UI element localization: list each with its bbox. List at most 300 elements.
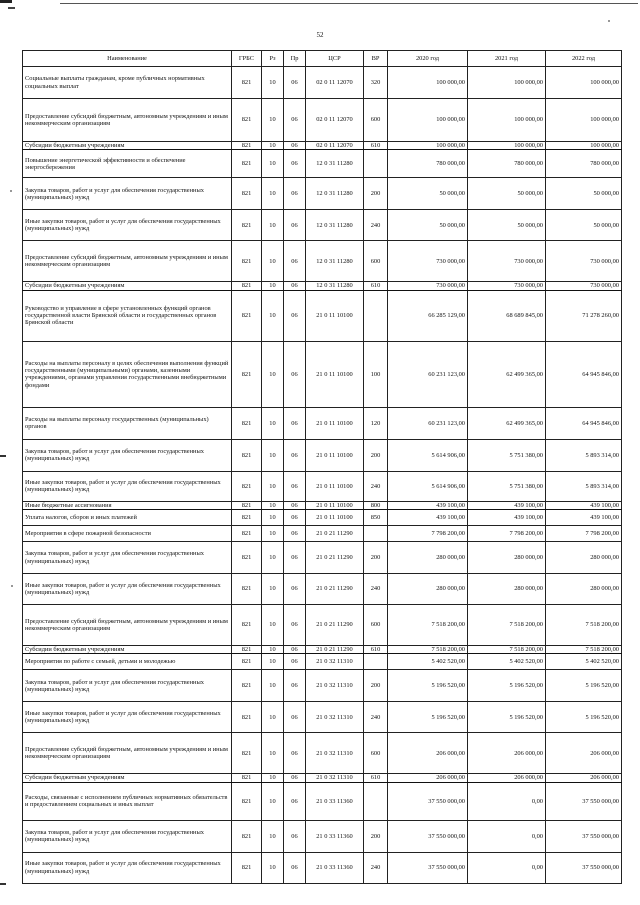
row-rz: 10 xyxy=(262,142,284,150)
row-name: Мероприятия в сфере пожарной безопасности xyxy=(23,526,232,542)
row-grbs: 821 xyxy=(232,646,262,654)
row-amount-2021: 439 100,00 xyxy=(468,510,546,526)
row-vr xyxy=(364,654,388,670)
row-csr: 21 0 32 11310 xyxy=(306,733,364,774)
row-name: Руководство и управление в сфере установленных функций органов государственной власти Брянской области и государственных органов Брянской области xyxy=(23,290,232,341)
table-row xyxy=(23,341,622,407)
row-amount-2022: 37 550 000,00 xyxy=(546,852,622,883)
row-name: Повышение энергетической эффективности и обеспечение энергосбережения xyxy=(23,150,232,178)
row-grbs: 821 xyxy=(232,210,262,241)
row-vr: 240 xyxy=(364,574,388,605)
table-row xyxy=(23,774,622,782)
row-vr: 200 xyxy=(364,820,388,852)
table-row xyxy=(23,290,622,341)
table-row xyxy=(23,605,622,646)
row-amount-2020: 60 231 123,00 xyxy=(388,407,468,439)
row-rz: 10 xyxy=(262,782,284,820)
row-amount-2020: 5 196 520,00 xyxy=(388,702,468,733)
row-rz: 10 xyxy=(262,774,284,782)
row-name: Субсидии бюджетным учреждениям xyxy=(23,142,232,150)
row-amount-2022: 5 402 520,00 xyxy=(546,654,622,670)
row-pr: 06 xyxy=(284,702,306,733)
table-header-row xyxy=(23,51,622,67)
row-pr: 06 xyxy=(284,605,306,646)
row-amount-2020: 439 100,00 xyxy=(388,501,468,509)
row-amount-2021: 7 798 200,00 xyxy=(468,526,546,542)
row-amount-2022: 7 518 200,00 xyxy=(546,646,622,654)
table-row xyxy=(23,526,622,542)
row-rz: 10 xyxy=(262,526,284,542)
row-csr: 12 0 31 11280 xyxy=(306,150,364,178)
row-csr: 02 0 11 12070 xyxy=(306,142,364,150)
table-row xyxy=(23,501,622,509)
row-rz: 10 xyxy=(262,510,284,526)
row-vr: 320 xyxy=(364,67,388,99)
row-pr: 06 xyxy=(284,852,306,883)
row-rz: 10 xyxy=(262,282,284,290)
table-row xyxy=(23,150,622,178)
row-grbs: 821 xyxy=(232,670,262,702)
row-amount-2022: 280 000,00 xyxy=(546,542,622,574)
row-grbs: 821 xyxy=(232,733,262,774)
table-row xyxy=(23,733,622,774)
table-row xyxy=(23,782,622,820)
row-csr: 02 0 11 12070 xyxy=(306,67,364,99)
row-name: Предоставление субсидий бюджетным, автономным учреждениям и иным некоммерческим организациям xyxy=(23,99,232,142)
row-amount-2020: 5 196 520,00 xyxy=(388,670,468,702)
row-pr: 06 xyxy=(284,574,306,605)
row-rz: 10 xyxy=(262,733,284,774)
scan-artifact xyxy=(608,20,610,22)
row-csr: 21 0 32 11310 xyxy=(306,702,364,733)
row-amount-2020: 439 100,00 xyxy=(388,510,468,526)
row-amount-2022: 50 000,00 xyxy=(546,210,622,241)
column-header: Наименование xyxy=(23,51,232,67)
row-amount-2020: 66 285 129,00 xyxy=(388,290,468,341)
row-name: Иные закупки товаров, работ и услуг для обеспечения государственных (муниципальных) нужд xyxy=(23,471,232,501)
row-rz: 10 xyxy=(262,241,284,282)
row-amount-2021: 50 000,00 xyxy=(468,210,546,241)
table-row xyxy=(23,241,622,282)
row-name: Субсидии бюджетным учреждениям xyxy=(23,646,232,654)
row-amount-2021: 5 751 380,00 xyxy=(468,471,546,501)
row-amount-2022: 5 196 520,00 xyxy=(546,670,622,702)
row-csr: 21 0 11 10100 xyxy=(306,510,364,526)
row-vr: 600 xyxy=(364,605,388,646)
row-csr: 21 0 21 11290 xyxy=(306,542,364,574)
row-amount-2020: 37 550 000,00 xyxy=(388,820,468,852)
column-header: 2021 год xyxy=(468,51,546,67)
row-name: Расходы на выплаты персоналу в целях обеспечения выполнения функций государственными (муниципальными) органами, казенными учреждениями, органами управления государственными внебюджетными фондами xyxy=(23,341,232,407)
row-amount-2022: 439 100,00 xyxy=(546,501,622,509)
row-name: Социальные выплаты гражданам, кроме публичных нормативных социальных выплат xyxy=(23,67,232,99)
table-row xyxy=(23,407,622,439)
row-pr: 06 xyxy=(284,501,306,509)
row-grbs: 821 xyxy=(232,439,262,471)
row-name: Закупка товаров, работ и услуг для обеспечения государственных (муниципальных) нужд xyxy=(23,542,232,574)
table-row xyxy=(23,646,622,654)
row-grbs: 821 xyxy=(232,542,262,574)
row-vr: 200 xyxy=(364,178,388,210)
row-amount-2021: 62 499 365,00 xyxy=(468,407,546,439)
row-amount-2020: 37 550 000,00 xyxy=(388,782,468,820)
row-rz: 10 xyxy=(262,542,284,574)
row-rz: 10 xyxy=(262,654,284,670)
row-vr xyxy=(364,526,388,542)
row-amount-2021: 280 000,00 xyxy=(468,574,546,605)
scan-artifact xyxy=(60,3,638,4)
column-header: ЦСР xyxy=(306,51,364,67)
table-row xyxy=(23,574,622,605)
row-grbs: 821 xyxy=(232,782,262,820)
row-amount-2021: 0,00 xyxy=(468,782,546,820)
row-grbs: 821 xyxy=(232,820,262,852)
page-number: 52 xyxy=(316,31,324,39)
row-csr: 21 0 11 10100 xyxy=(306,341,364,407)
row-vr xyxy=(364,782,388,820)
row-amount-2022: 280 000,00 xyxy=(546,574,622,605)
row-amount-2020: 280 000,00 xyxy=(388,574,468,605)
column-header: Рз xyxy=(262,51,284,67)
row-vr xyxy=(364,150,388,178)
row-amount-2020: 730 000,00 xyxy=(388,282,468,290)
scan-artifact xyxy=(0,455,6,457)
row-vr: 120 xyxy=(364,407,388,439)
row-pr: 06 xyxy=(284,290,306,341)
row-grbs: 821 xyxy=(232,654,262,670)
row-amount-2020: 7 518 200,00 xyxy=(388,605,468,646)
row-amount-2020: 50 000,00 xyxy=(388,210,468,241)
row-name: Предоставление субсидий бюджетным, автономным учреждениям и иным некоммерческим организациям xyxy=(23,605,232,646)
row-csr: 21 0 33 11360 xyxy=(306,782,364,820)
row-csr: 21 0 21 11290 xyxy=(306,646,364,654)
row-vr: 240 xyxy=(364,210,388,241)
row-vr: 200 xyxy=(364,439,388,471)
row-pr: 06 xyxy=(284,282,306,290)
row-amount-2021: 780 000,00 xyxy=(468,150,546,178)
row-amount-2022: 730 000,00 xyxy=(546,282,622,290)
row-rz: 10 xyxy=(262,820,284,852)
row-vr: 100 xyxy=(364,341,388,407)
row-csr: 12 0 31 11280 xyxy=(306,241,364,282)
row-csr: 02 0 11 12070 xyxy=(306,99,364,142)
row-rz: 10 xyxy=(262,210,284,241)
row-vr: 610 xyxy=(364,646,388,654)
row-amount-2021: 68 689 845,00 xyxy=(468,290,546,341)
row-rz: 10 xyxy=(262,501,284,509)
row-amount-2020: 280 000,00 xyxy=(388,542,468,574)
scan-artifact xyxy=(0,0,12,3)
row-name: Иные закупки товаров, работ и услуг для обеспечения государственных (муниципальных) нужд xyxy=(23,852,232,883)
row-rz: 10 xyxy=(262,290,284,341)
row-rz: 10 xyxy=(262,646,284,654)
row-grbs: 821 xyxy=(232,574,262,605)
scan-artifact xyxy=(11,585,13,587)
row-amount-2022: 439 100,00 xyxy=(546,510,622,526)
table-row xyxy=(23,510,622,526)
row-csr: 12 0 31 11280 xyxy=(306,282,364,290)
row-vr: 240 xyxy=(364,471,388,501)
row-rz: 10 xyxy=(262,341,284,407)
row-vr: 610 xyxy=(364,142,388,150)
row-pr: 06 xyxy=(284,526,306,542)
row-name: Закупка товаров, работ и услуг для обеспечения государственных (муниципальных) нужд xyxy=(23,439,232,471)
row-rz: 10 xyxy=(262,702,284,733)
row-amount-2022: 206 000,00 xyxy=(546,774,622,782)
row-amount-2021: 280 000,00 xyxy=(468,542,546,574)
row-amount-2021: 439 100,00 xyxy=(468,501,546,509)
table-row xyxy=(23,471,622,501)
table-row xyxy=(23,702,622,733)
row-amount-2021: 5 196 520,00 xyxy=(468,670,546,702)
row-rz: 10 xyxy=(262,574,284,605)
column-header: 2020 год xyxy=(388,51,468,67)
row-pr: 06 xyxy=(284,646,306,654)
row-pr: 06 xyxy=(284,407,306,439)
table-row xyxy=(23,142,622,150)
row-grbs: 821 xyxy=(232,178,262,210)
table-row xyxy=(23,210,622,241)
row-grbs: 821 xyxy=(232,241,262,282)
row-pr: 06 xyxy=(284,439,306,471)
row-pr: 06 xyxy=(284,150,306,178)
table-row xyxy=(23,178,622,210)
row-amount-2022: 64 945 846,00 xyxy=(546,407,622,439)
row-pr: 06 xyxy=(284,670,306,702)
table-row xyxy=(23,820,622,852)
row-pr: 06 xyxy=(284,774,306,782)
row-grbs: 821 xyxy=(232,774,262,782)
row-grbs: 821 xyxy=(232,290,262,341)
row-amount-2021: 100 000,00 xyxy=(468,67,546,99)
row-grbs: 821 xyxy=(232,341,262,407)
row-pr: 06 xyxy=(284,142,306,150)
row-amount-2022: 780 000,00 xyxy=(546,150,622,178)
row-grbs: 821 xyxy=(232,852,262,883)
column-header: Пр xyxy=(284,51,306,67)
row-name: Закупка товаров, работ и услуг для обеспечения государственных (муниципальных) нужд xyxy=(23,670,232,702)
row-name: Предоставление субсидий бюджетным, автономным учреждениям и иным некоммерческим организациям xyxy=(23,241,232,282)
row-grbs: 821 xyxy=(232,142,262,150)
row-rz: 10 xyxy=(262,605,284,646)
row-pr: 06 xyxy=(284,99,306,142)
row-name: Расходы, связанные с исполнением публичных нормативных обязательств и предоставлением социальных и иных выплат xyxy=(23,782,232,820)
row-amount-2020: 50 000,00 xyxy=(388,178,468,210)
row-pr: 06 xyxy=(284,67,306,99)
table-body xyxy=(23,67,622,884)
row-vr: 200 xyxy=(364,670,388,702)
row-amount-2021: 206 000,00 xyxy=(468,733,546,774)
row-csr: 21 0 11 10100 xyxy=(306,439,364,471)
row-amount-2022: 100 000,00 xyxy=(546,67,622,99)
row-csr: 21 0 11 10100 xyxy=(306,501,364,509)
row-csr: 21 0 21 11290 xyxy=(306,605,364,646)
row-amount-2021: 7 518 200,00 xyxy=(468,605,546,646)
table-row xyxy=(23,654,622,670)
row-name: Иные закупки товаров, работ и услуг для обеспечения государственных (муниципальных) нужд xyxy=(23,574,232,605)
row-amount-2022: 37 550 000,00 xyxy=(546,782,622,820)
budget-table xyxy=(22,50,622,884)
row-vr: 240 xyxy=(364,852,388,883)
row-name: Закупка товаров, работ и услуг для обеспечения государственных (муниципальных) нужд xyxy=(23,178,232,210)
row-csr: 12 0 31 11280 xyxy=(306,210,364,241)
row-name: Иные бюджетные ассигнования xyxy=(23,501,232,509)
row-rz: 10 xyxy=(262,407,284,439)
row-vr xyxy=(364,290,388,341)
row-amount-2021: 100 000,00 xyxy=(468,99,546,142)
table-row xyxy=(23,99,622,142)
row-amount-2020: 206 000,00 xyxy=(388,733,468,774)
row-amount-2022: 206 000,00 xyxy=(546,733,622,774)
row-grbs: 821 xyxy=(232,407,262,439)
column-header: ГРБС xyxy=(232,51,262,67)
row-amount-2021: 730 000,00 xyxy=(468,282,546,290)
row-amount-2021: 730 000,00 xyxy=(468,241,546,282)
row-amount-2022: 64 945 846,00 xyxy=(546,341,622,407)
row-csr: 21 0 32 11310 xyxy=(306,774,364,782)
row-amount-2021: 5 196 520,00 xyxy=(468,702,546,733)
row-amount-2022: 5 196 520,00 xyxy=(546,702,622,733)
row-rz: 10 xyxy=(262,670,284,702)
row-pr: 06 xyxy=(284,241,306,282)
row-grbs: 821 xyxy=(232,99,262,142)
row-vr: 600 xyxy=(364,733,388,774)
row-pr: 06 xyxy=(284,341,306,407)
row-csr: 21 0 11 10100 xyxy=(306,407,364,439)
row-amount-2020: 100 000,00 xyxy=(388,67,468,99)
row-amount-2020: 100 000,00 xyxy=(388,142,468,150)
row-amount-2022: 37 550 000,00 xyxy=(546,820,622,852)
row-vr: 610 xyxy=(364,774,388,782)
row-pr: 06 xyxy=(284,542,306,574)
row-amount-2021: 100 000,00 xyxy=(468,142,546,150)
row-amount-2022: 730 000,00 xyxy=(546,241,622,282)
row-amount-2020: 37 550 000,00 xyxy=(388,852,468,883)
row-pr: 06 xyxy=(284,782,306,820)
row-name: Иные закупки товаров, работ и услуг для обеспечения государственных (муниципальных) нужд xyxy=(23,210,232,241)
row-csr: 12 0 31 11280 xyxy=(306,178,364,210)
row-pr: 06 xyxy=(284,510,306,526)
row-amount-2020: 5 402 520,00 xyxy=(388,654,468,670)
row-vr: 240 xyxy=(364,702,388,733)
row-grbs: 821 xyxy=(232,150,262,178)
row-grbs: 821 xyxy=(232,67,262,99)
row-amount-2022: 100 000,00 xyxy=(546,99,622,142)
row-pr: 06 xyxy=(284,471,306,501)
column-header: ВР xyxy=(364,51,388,67)
row-amount-2021: 50 000,00 xyxy=(468,178,546,210)
row-vr: 800 xyxy=(364,501,388,509)
row-name: Расходы на выплаты персоналу государственных (муниципальных) органов xyxy=(23,407,232,439)
row-rz: 10 xyxy=(262,99,284,142)
row-name: Субсидии бюджетным учреждениям xyxy=(23,774,232,782)
scan-artifact xyxy=(8,7,15,9)
row-name: Иные закупки товаров, работ и услуг для обеспечения государственных (муниципальных) нужд xyxy=(23,702,232,733)
row-amount-2022: 7 798 200,00 xyxy=(546,526,622,542)
table-row xyxy=(23,670,622,702)
row-csr: 21 0 21 11290 xyxy=(306,574,364,605)
row-vr: 200 xyxy=(364,542,388,574)
row-rz: 10 xyxy=(262,178,284,210)
row-amount-2020: 780 000,00 xyxy=(388,150,468,178)
row-name: Уплата налогов, сборов и иных платежей xyxy=(23,510,232,526)
row-amount-2021: 5 402 520,00 xyxy=(468,654,546,670)
scan-artifact xyxy=(10,190,12,192)
row-grbs: 821 xyxy=(232,510,262,526)
row-amount-2021: 0,00 xyxy=(468,820,546,852)
row-csr: 21 0 21 11290 xyxy=(306,526,364,542)
row-rz: 10 xyxy=(262,67,284,99)
row-amount-2020: 100 000,00 xyxy=(388,99,468,142)
row-amount-2021: 206 000,00 xyxy=(468,774,546,782)
row-csr: 21 0 33 11360 xyxy=(306,820,364,852)
column-header: 2022 год xyxy=(546,51,622,67)
row-vr: 600 xyxy=(364,241,388,282)
row-amount-2022: 50 000,00 xyxy=(546,178,622,210)
table-row xyxy=(23,282,622,290)
row-pr: 06 xyxy=(284,654,306,670)
row-amount-2020: 730 000,00 xyxy=(388,241,468,282)
row-amount-2021: 0,00 xyxy=(468,852,546,883)
row-pr: 06 xyxy=(284,820,306,852)
table-row xyxy=(23,542,622,574)
row-amount-2020: 60 231 123,00 xyxy=(388,341,468,407)
row-name: Предоставление субсидий бюджетным, автономным учреждениям и иным некоммерческим организациям xyxy=(23,733,232,774)
row-grbs: 821 xyxy=(232,471,262,501)
table-row xyxy=(23,852,622,883)
row-amount-2020: 7 518 200,00 xyxy=(388,646,468,654)
row-vr: 850 xyxy=(364,510,388,526)
row-csr: 21 0 11 10100 xyxy=(306,290,364,341)
row-amount-2022: 5 893 314,00 xyxy=(546,439,622,471)
row-vr: 610 xyxy=(364,282,388,290)
row-vr: 600 xyxy=(364,99,388,142)
row-amount-2022: 100 000,00 xyxy=(546,142,622,150)
row-grbs: 821 xyxy=(232,282,262,290)
row-rz: 10 xyxy=(262,852,284,883)
row-csr: 21 0 11 10100 xyxy=(306,471,364,501)
row-rz: 10 xyxy=(262,150,284,178)
row-amount-2020: 5 614 906,00 xyxy=(388,439,468,471)
row-amount-2020: 7 798 200,00 xyxy=(388,526,468,542)
row-name: Субсидии бюджетным учреждениям xyxy=(23,282,232,290)
table-row xyxy=(23,439,622,471)
row-amount-2020: 5 614 906,00 xyxy=(388,471,468,501)
row-csr: 21 0 32 11310 xyxy=(306,654,364,670)
row-grbs: 821 xyxy=(232,501,262,509)
row-amount-2020: 206 000,00 xyxy=(388,774,468,782)
row-amount-2021: 62 499 365,00 xyxy=(468,341,546,407)
row-pr: 06 xyxy=(284,733,306,774)
row-csr: 21 0 32 11310 xyxy=(306,670,364,702)
row-name: Закупка товаров, работ и услуг для обеспечения государственных (муниципальных) нужд xyxy=(23,820,232,852)
row-pr: 06 xyxy=(284,178,306,210)
row-amount-2021: 7 518 200,00 xyxy=(468,646,546,654)
row-grbs: 821 xyxy=(232,526,262,542)
row-amount-2022: 5 893 314,00 xyxy=(546,471,622,501)
row-amount-2022: 71 278 260,00 xyxy=(546,290,622,341)
row-csr: 21 0 33 11360 xyxy=(306,852,364,883)
row-rz: 10 xyxy=(262,471,284,501)
row-grbs: 821 xyxy=(232,605,262,646)
row-grbs: 821 xyxy=(232,702,262,733)
row-amount-2022: 7 518 200,00 xyxy=(546,605,622,646)
row-name: Мероприятия по работе с семьей, детьми и молодежью xyxy=(23,654,232,670)
row-pr: 06 xyxy=(284,210,306,241)
row-amount-2021: 5 751 380,00 xyxy=(468,439,546,471)
table-row xyxy=(23,67,622,99)
scan-artifact xyxy=(0,883,6,885)
